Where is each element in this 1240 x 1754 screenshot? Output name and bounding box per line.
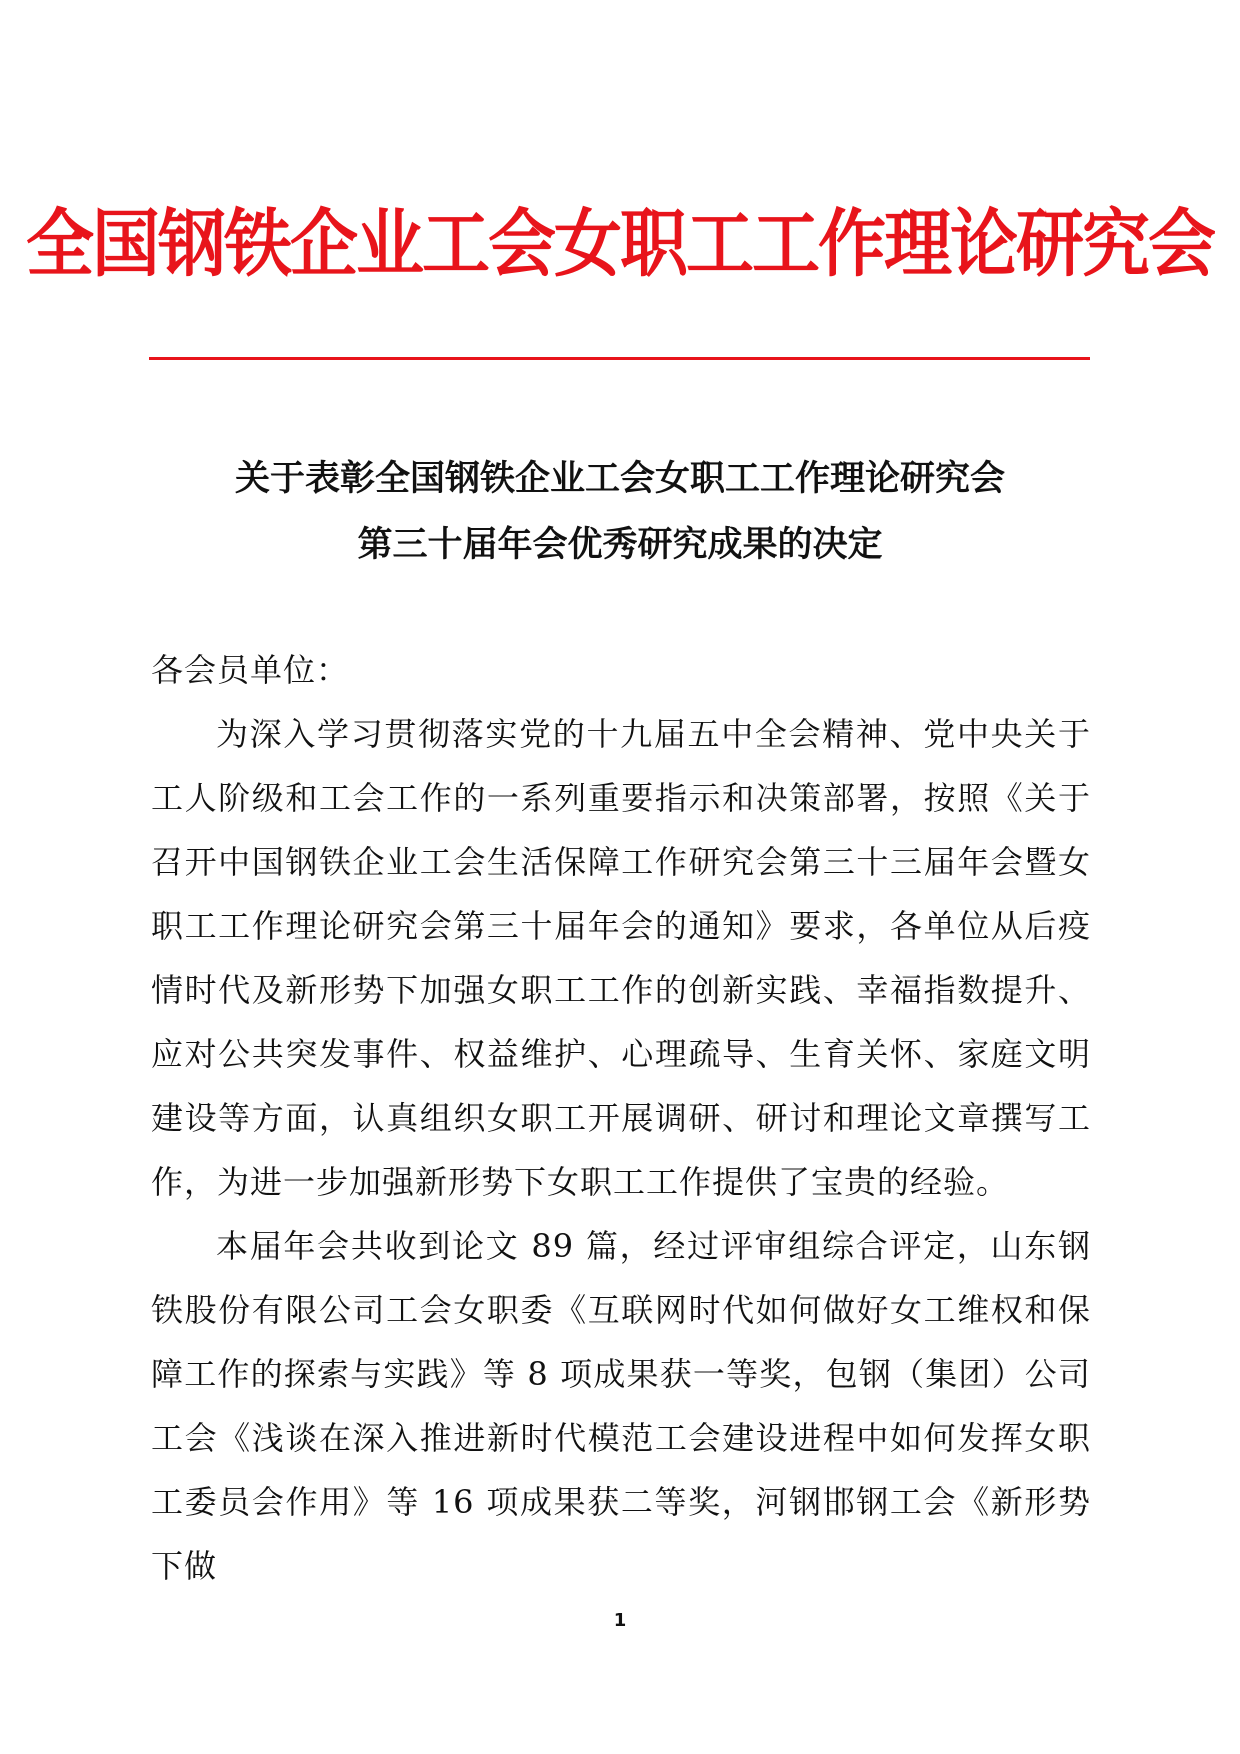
document-body — [151, 638, 1091, 1598]
body-paragraph-1: 为深入学习贯彻落实党的十九届五中全会精神、党中央关于工人阶级和工会工作的一系列重要指示和决策部署，按照《关于召开中国钢铁企业工会生活保障工作研究会第三十三届年会暨女职工工作理论研究会第三十届年会的通知》要求，各单位从后疫情时代及新形势下加强女职工工作的创新实践、幸福指数提升、应对公共突发事件、权益维护、心理疏导、生育关怀、家庭文明建设等方面，认真组织女职工开展调研、研讨和理论文章撰写工作，为进一步加强新形势下女职工工作提供了宝贵的经验。 — [151, 715, 1091, 1201]
red-header-rule — [149, 357, 1090, 360]
document-title — [0, 446, 1240, 578]
organization-header: 全国钢铁企业工会女职工工作理论研究会 — [25, 201, 1214, 288]
salutation: 各会员单位： — [151, 651, 350, 689]
document-title-line-1: 关于表彰全国钢铁企业工会女职工工作理论研究会 — [234, 459, 1005, 499]
document-title-line-2: 第三十届年会优秀研究成果的决定 — [357, 525, 883, 565]
page-number: 1 — [613, 1610, 627, 1631]
body-paragraph-2: 本届年会共收到论文 89 篇，经过评审组综合评定，山东钢铁股份有限公司工会女职委《互联网时代如何做好女工维权和保障工作的探索与实践》等 8 项成果获一等奖，包钢（集团）公司工会《浅谈在深入推进新时代模范工会建设进程中如何发挥女职工委员会作用》等 16 项成果获二等奖，河钢邯钢工会《新形势下做 — [151, 1227, 1091, 1585]
